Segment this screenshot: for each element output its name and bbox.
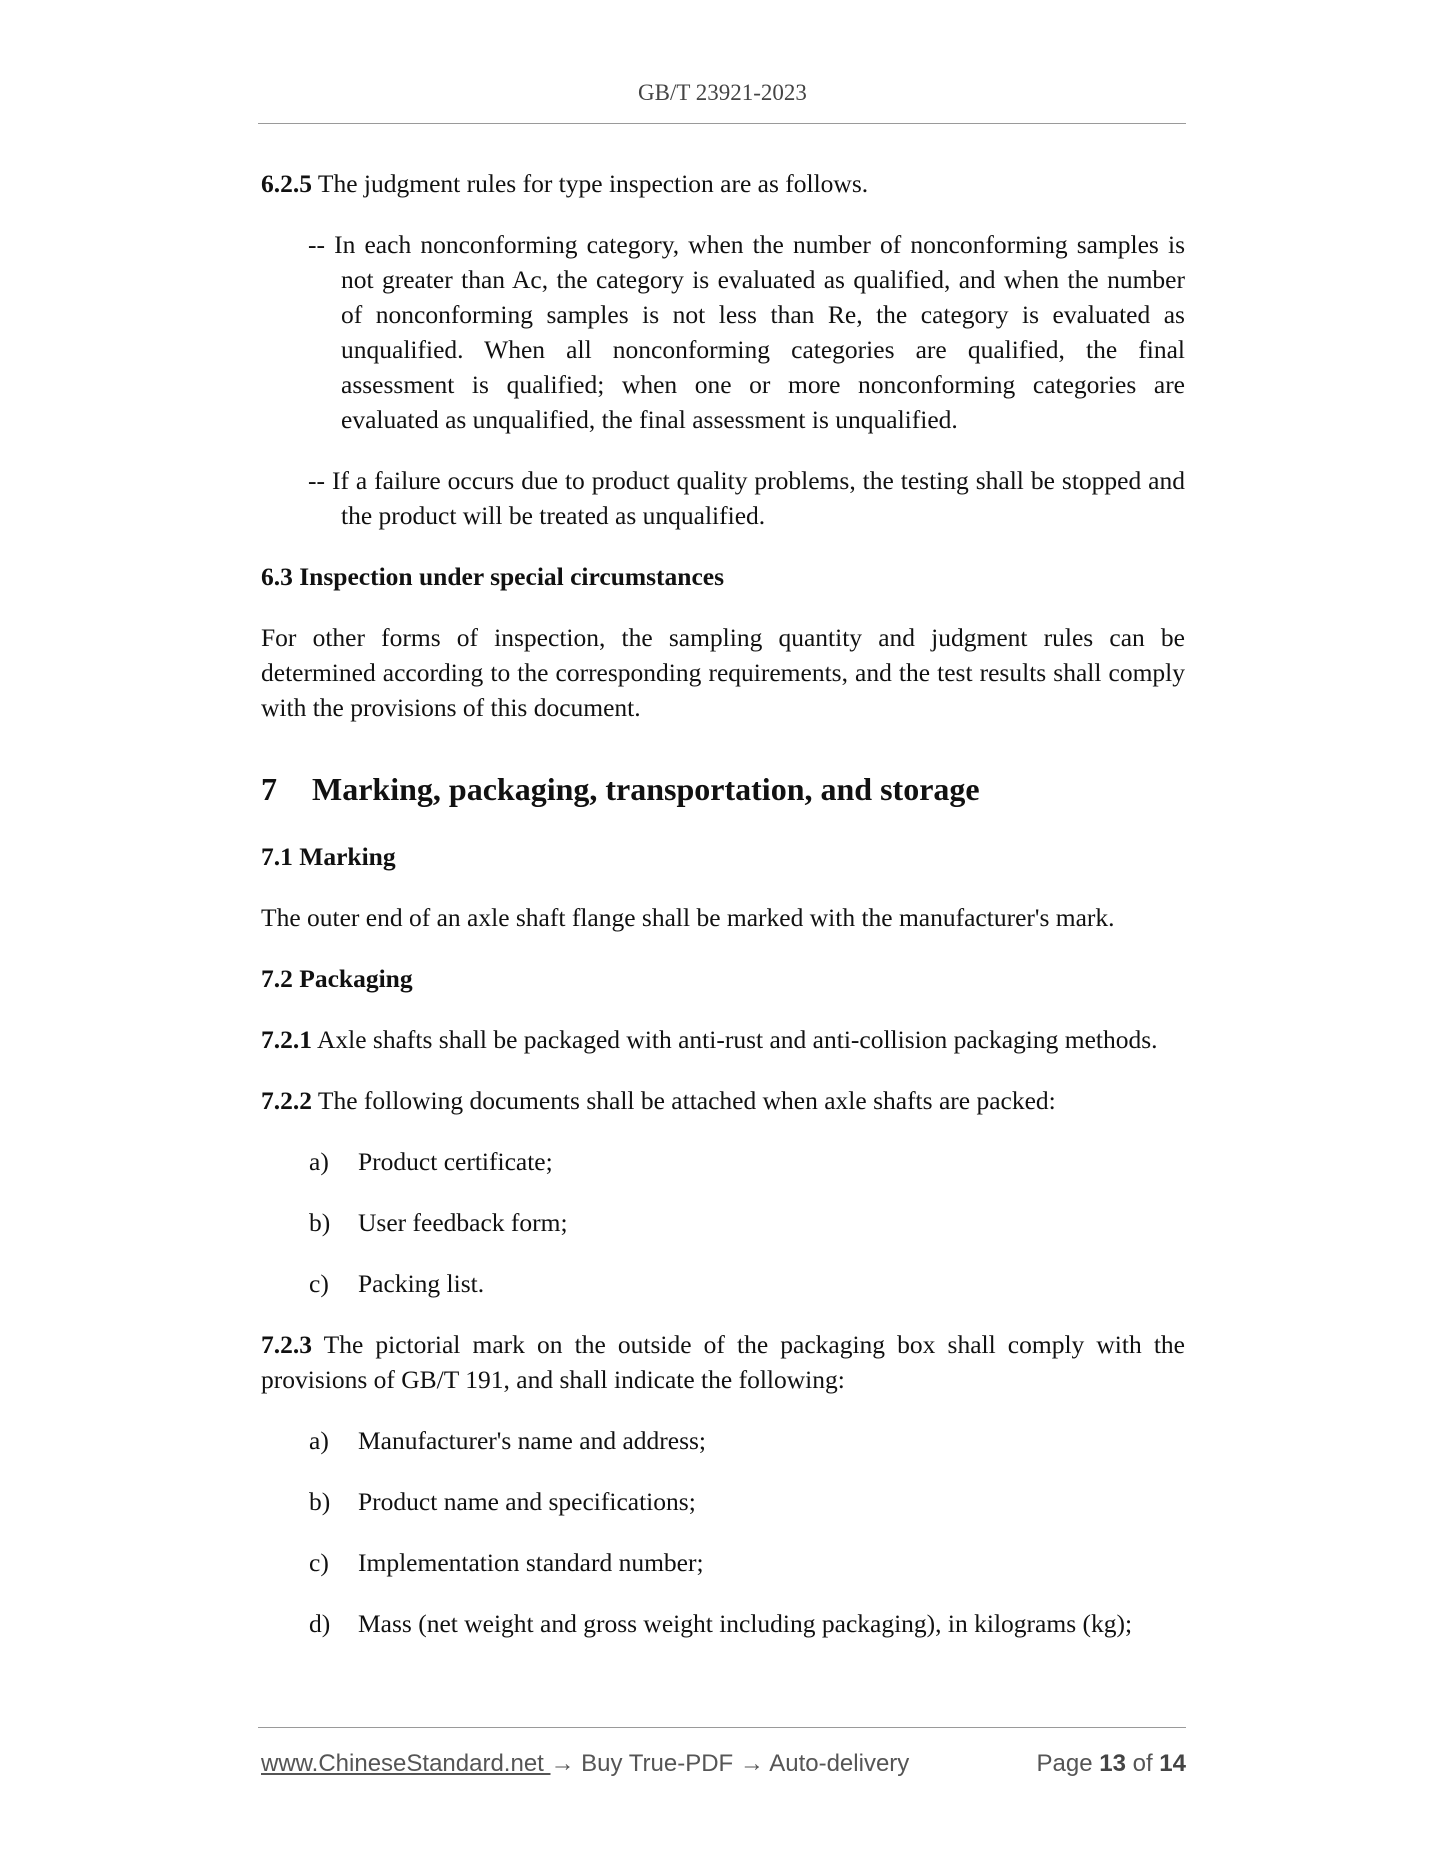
list-item — [309, 1484, 1185, 1519]
clause-6-3-text: For other forms of inspection, the sampling quantity and judgment rules can be determined according to the corresponding requirements, and the test results shall comply with the provisions of this document. — [261, 623, 1185, 722]
list-marker: a) — [309, 1147, 329, 1176]
list-marker: b) — [309, 1487, 331, 1516]
header-divider — [258, 123, 1186, 124]
list-item — [309, 1423, 1185, 1458]
section-7-heading — [261, 769, 1185, 809]
list-marker: b) — [309, 1208, 331, 1237]
page-total: 14 — [1159, 1750, 1186, 1777]
clause-7-2-heading: 7.2 Packaging — [261, 964, 413, 993]
website-link[interactable]: www.ChineseStandard.net — [261, 1750, 551, 1777]
clause-7-2-3 — [261, 1327, 1185, 1397]
section-title: Marking, packaging, transportation, and storage — [312, 771, 980, 807]
clause-text: The following documents shall be attached when axle shafts are packed: — [312, 1086, 1056, 1115]
document-code-header: GB/T 23921-2023 — [638, 80, 807, 105]
dash-list-item: -- If a failure occurs due to product quality problems, the testing shall be stopped and the product will be treated as unqualified. — [308, 466, 1185, 530]
clause-7-1-heading: 7.1 Marking — [261, 842, 396, 871]
clause-7-1-text: The outer end of an axle shaft flange shall be marked with the manufacturer's mark. — [261, 903, 1115, 932]
list-text: User feedback form; — [358, 1208, 568, 1237]
clause-6-2-5 — [261, 166, 1185, 201]
auto-delivery-text: Auto-delivery — [763, 1750, 910, 1777]
clause-text: The pictorial mark on the outside of the packaging box shall comply with the provisions of GB/T 191, and shall indicate the following: — [261, 1330, 1185, 1394]
list-text: Manufacturer's name and address; — [358, 1426, 706, 1455]
list-item — [309, 1545, 1185, 1580]
list-marker: d) — [309, 1609, 331, 1638]
list-item — [309, 1144, 1185, 1179]
list-item — [309, 1266, 1185, 1301]
clause-7-2-1 — [261, 1022, 1185, 1057]
list-text: Implementation standard number; — [358, 1548, 704, 1577]
section-number: 7 — [261, 771, 277, 807]
of-label: of — [1132, 1750, 1153, 1777]
footer-links — [261, 1750, 909, 1778]
list-item — [309, 1205, 1185, 1240]
clause-number: 7.2.3 — [261, 1330, 312, 1359]
arrow-right-icon: → — [739, 1750, 764, 1777]
list-item — [309, 1606, 1185, 1641]
clause-7-2-2 — [261, 1083, 1185, 1118]
arrow-right-icon: → — [550, 1750, 575, 1777]
clause-number: 7.2.1 — [261, 1025, 312, 1054]
list-text: Packing list. — [358, 1269, 485, 1298]
clause-6-3-heading: 6.3 Inspection under special circumstances — [261, 562, 725, 591]
list-marker: c) — [309, 1269, 329, 1298]
list-marker: a) — [309, 1426, 329, 1455]
list-marker: c) — [309, 1548, 329, 1577]
list-text: Product certificate; — [358, 1147, 553, 1176]
page-number: 13 — [1099, 1750, 1126, 1777]
buy-pdf-text: Buy True-PDF — [574, 1750, 740, 1777]
page-label: Page — [1036, 1750, 1093, 1777]
clause-number: 7.2.2 — [261, 1086, 312, 1115]
page-body — [261, 166, 1185, 1641]
page-indicator — [1037, 1750, 1187, 1778]
clause-text: Axle shafts shall be packaged with anti-rust and anti-collision packaging methods. — [312, 1025, 1158, 1054]
list-text: Product name and specifications; — [358, 1487, 696, 1516]
clause-number: 6.2.5 — [261, 169, 312, 198]
footer-divider — [258, 1727, 1186, 1728]
dash-list-item: -- In each nonconforming category, when the number of nonconforming samples is not greater than Ac, the category is evaluated as qualified, and when the number of nonconforming samples is not less than Re, the category is evaluated as unqualified. When all nonconforming categories are qualified, the final assessment is qualified; when one or more nonconforming categories are evaluated as unqualified, the final assessment is unqualified. — [308, 230, 1185, 434]
list-text: Mass (net weight and gross weight including packaging), in kilograms (kg); — [358, 1609, 1133, 1638]
page-footer — [261, 1750, 1186, 1780]
clause-text: The judgment rules for type inspection are as follows. — [312, 169, 869, 198]
